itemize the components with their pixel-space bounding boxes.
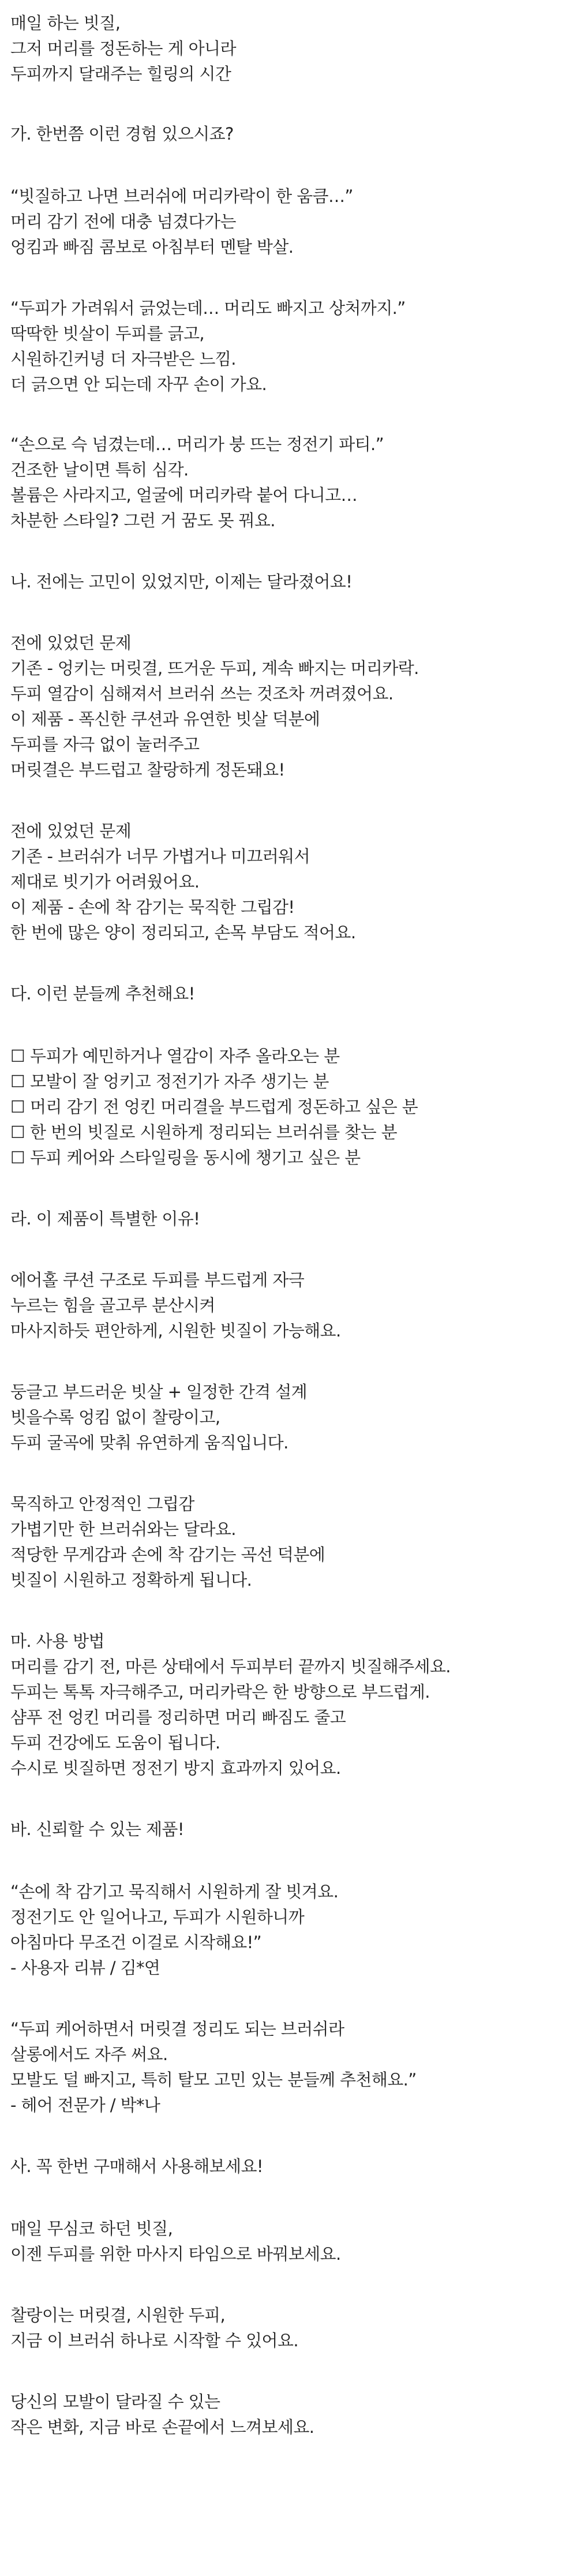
text-line: 가. 한번쯤 이런 경험 있으시죠? bbox=[10, 124, 234, 144]
text-line: 지금 이 브러쉬 하나로 시작할 수 있어요. bbox=[10, 2331, 298, 2350]
text-line: 이 제품 - 손에 착 감기는 묵직한 그립감! bbox=[10, 897, 295, 917]
text-line: 두피 열감이 심해져서 브러쉬 쓰는 것조차 꺼려졌어요. bbox=[10, 684, 394, 703]
text-line: 한 번에 많은 양이 정리되고, 손목 부담도 적어요. bbox=[10, 923, 356, 942]
text-line: 모발도 덜 빠지고, 특히 탈모 고민 있는 분들께 추천해요.” bbox=[10, 2070, 417, 2090]
text-line: 매일 하는 빗질, bbox=[10, 13, 121, 33]
text-line: ☐ 두피가 예민하거나 열감이 자주 올라오는 분 bbox=[10, 1046, 340, 1066]
text-line: 이젠 두피를 위한 마사지 타임으로 바꿔보세요. bbox=[10, 2244, 341, 2264]
text-line: 제대로 빗기가 어려웠어요. bbox=[10, 872, 200, 892]
text-line: 작은 변화, 지금 바로 손끝에서 느껴보세요. bbox=[10, 2417, 314, 2437]
text-line: 두피는 톡톡 자극해주고, 머리카락은 한 방향으로 부드럽게. bbox=[10, 1682, 430, 1702]
text-line: - 사용자 리뷰 / 김*연 bbox=[10, 1958, 160, 1978]
text-line: 더 긁으면 안 되는데 자꾸 손이 가요. bbox=[10, 375, 267, 394]
text-line: 딱딱한 빗살이 두피를 긁고, bbox=[10, 324, 205, 343]
text-line: 샴푸 전 엉킨 머리를 정리하면 머리 빠짐도 줄고 bbox=[10, 1708, 346, 1727]
text-line: - 헤어 전문가 / 박*나 bbox=[10, 2095, 160, 2115]
text-line: 이 제품 - 폭신한 쿠션과 유연한 빗살 덕분에 bbox=[10, 709, 320, 729]
text-line: “두피 케어하면서 머릿결 정리도 되는 브러쉬라 bbox=[10, 2019, 344, 2039]
text-line: “두피가 가려워서 긁었는데… 머리도 빠지고 상처까지.” bbox=[10, 298, 406, 318]
text-line: 살롱에서도 자주 써요. bbox=[10, 2045, 168, 2064]
text-line: 바. 신뢰할 수 있는 제품! bbox=[10, 1819, 184, 1839]
text-line: 머리를 감기 전, 마른 상태에서 두피부터 끝까지 빗질해주세요. bbox=[10, 1657, 451, 1676]
text-line: 정전기도 안 일어나고, 두피가 시원하니까 bbox=[10, 1907, 305, 1927]
text-line: 볼륨은 사라지고, 얼굴에 머리카락 붙어 다니고… bbox=[10, 485, 357, 505]
text-line: 당신의 모발이 달라질 수 있는 bbox=[10, 2392, 220, 2412]
text-line: ☐ 한 번의 빗질로 시원하게 정리되는 브러쉬를 찾는 분 bbox=[10, 1122, 398, 1142]
text-line: ☐ 모발이 잘 엉키고 정전기가 자주 생기는 분 bbox=[10, 1072, 329, 1091]
text-line: 기존 - 엉키는 머릿결, 뜨거운 두피, 계속 빠지는 머리카락. bbox=[10, 658, 419, 678]
text-line: 엉킴과 빠짐 콤보로 아침부터 멘탈 박살. bbox=[10, 237, 294, 257]
text-line: 라. 이 제품이 특별한 이유! bbox=[10, 1209, 200, 1229]
text-line: “손에 착 감기고 묵직해서 시원하게 잘 빗겨요. bbox=[10, 1882, 339, 1901]
text-line: 두피까지 달래주는 힐링의 시간 bbox=[10, 64, 231, 84]
text-line: “빗질하고 나면 브러쉬에 머리카락이 한 움큼…” bbox=[10, 186, 353, 206]
text-line: 수시로 빗질하면 정전기 방지 효과까지 있어요. bbox=[10, 1758, 341, 1778]
text-line: ☐ 머리 감기 전 엉킨 머리결을 부드럽게 정돈하고 싶은 분 bbox=[10, 1097, 418, 1117]
text-line: “손으로 슥 넘겼는데… 머리가 붕 뜨는 정전기 파티.” bbox=[10, 435, 384, 454]
text-line: 마사지하듯 편안하게, 시원한 빗질이 가능해요. bbox=[10, 1321, 341, 1341]
text-line: 전에 있었던 문제 bbox=[10, 633, 132, 653]
text-line: 시원하긴커녕 더 자극받은 느낌. bbox=[10, 349, 236, 369]
text-line: 둥글고 부드러운 빗살 + 일정한 간격 설계 bbox=[10, 1382, 308, 1402]
text-line: 차분한 스타일? 그런 거 꿈도 못 꿔요. bbox=[10, 511, 275, 530]
text-line: 사. 꼭 한번 구매해서 사용해보세요! bbox=[10, 2156, 263, 2176]
text-line: 빗질이 시원하고 정확하게 됩니다. bbox=[10, 1570, 252, 1590]
text-line: 건조한 날이면 특히 심각. bbox=[10, 460, 189, 480]
text-line: 빗을수록 엉킴 없이 찰랑이고, bbox=[10, 1407, 220, 1427]
text-line: 두피를 자극 없이 눌러주고 bbox=[10, 735, 200, 754]
text-line: 기존 - 브러쉬가 너무 가볍거나 미끄러워서 bbox=[10, 847, 310, 866]
text-line: 머릿결은 부드럽고 찰랑하게 정돈돼요! bbox=[10, 760, 285, 780]
text-line: 그저 머리를 정돈하는 게 아니라 bbox=[10, 39, 236, 58]
text-line: ☐ 두피 케어와 스타일링을 동시에 챙기고 싶은 분 bbox=[10, 1148, 361, 1167]
text-line: 매일 무심코 하던 빗질, bbox=[10, 2219, 173, 2238]
text-line: 전에 있었던 문제 bbox=[10, 821, 132, 841]
text-line: 아침마다 무조건 이걸로 시작해요!” bbox=[10, 1933, 262, 1952]
text-line: 다. 이런 분들께 추천해요! bbox=[10, 984, 195, 1004]
text-line: 나. 전에는 고민이 있었지만, 이제는 달라졌어요! bbox=[10, 572, 353, 591]
text-line: 두피 굴곡에 맞춰 유연하게 움직입니다. bbox=[10, 1433, 288, 1452]
text-line: 가볍기만 한 브러쉬와는 달라요. bbox=[10, 1519, 236, 1539]
text-line: 누르는 힘을 골고루 분산시켜 bbox=[10, 1296, 215, 1315]
text-line: 마. 사용 방법 bbox=[10, 1631, 104, 1651]
text-line: 찰랑이는 머릿결, 시원한 두피, bbox=[10, 2305, 226, 2325]
text-line: 적당한 무게감과 손에 착 감기는 곡선 덕분에 bbox=[10, 1545, 325, 1564]
text-line: 에어홀 쿠션 구조로 두피를 부드럽게 자극 bbox=[10, 1270, 305, 1290]
text-line: 두피 건강에도 도움이 됩니다. bbox=[10, 1733, 220, 1753]
text-line: 묵직하고 안정적인 그립감 bbox=[10, 1494, 194, 1514]
text-line: 머리 감기 전에 대충 넘겼다가는 bbox=[10, 212, 236, 231]
